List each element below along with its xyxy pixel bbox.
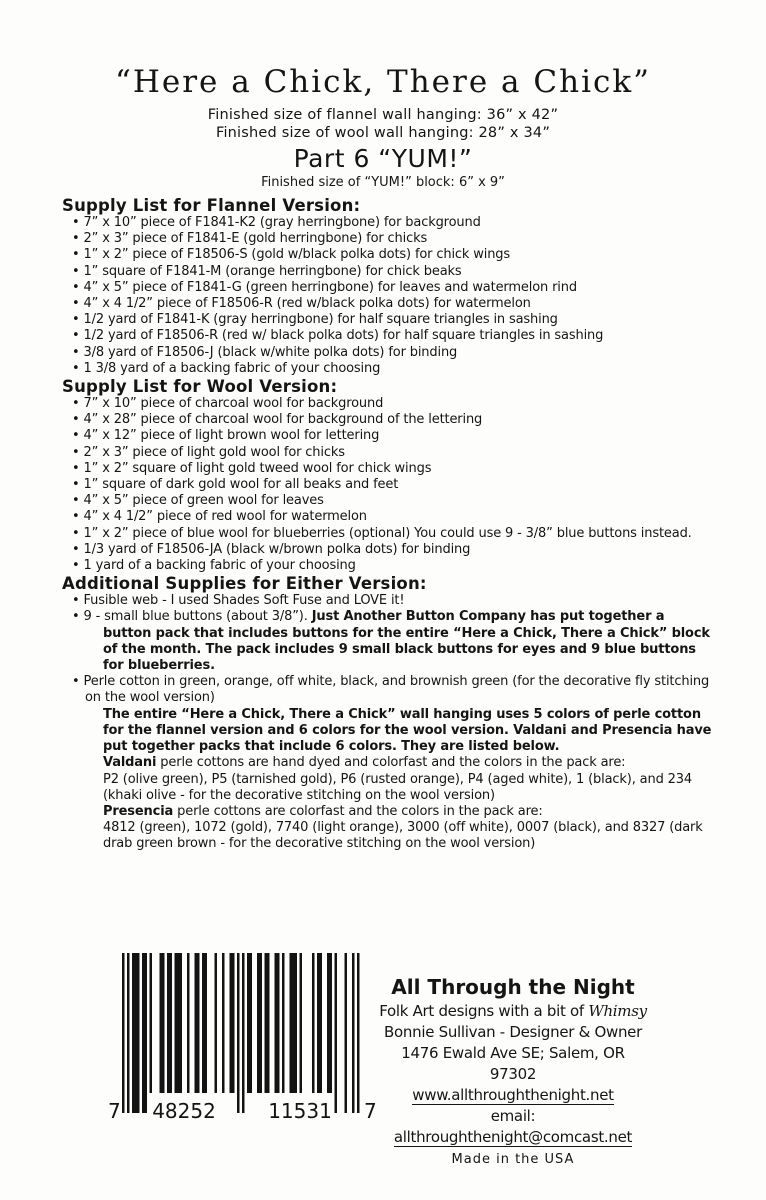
tagline-whimsy: Whimsy <box>588 1002 647 1020</box>
perle-cotton-details <box>103 707 714 853</box>
flannel-supply-list <box>62 215 714 377</box>
barcode-group1: 48252 <box>152 1099 216 1123</box>
page-title: “Here a Chick, There a Chick” <box>115 64 651 100</box>
company-info <box>377 975 649 1170</box>
presencia-colors: 4812 (green), 1072 (gold), 7740 (light orange), 3000 (off white), 0007 (black), and 8327 (dark drab green brown - for the decorative stitching on the wool version) <box>103 820 703 852</box>
supply-item: • 2” x 3” piece of light gold wool for chicks <box>72 445 714 461</box>
valdani-colors: P2 (olive green), P5 (tarnished gold), P6 (rusted orange), P4 (aged white), 1 (black), and 234 (khaki olive - for the decorative stitching on the wool version) <box>103 771 693 803</box>
supply-item: • 1/3 yard of F18506-JA (black w/brown polka dots) for binding <box>72 542 714 558</box>
supply-item: • 4” x 5” piece of green wool for leaves <box>72 493 714 509</box>
supply-item: • 4” x 28” piece of charcoal wool for background of the lettering <box>72 412 714 428</box>
additional-supply-list <box>62 593 714 706</box>
presencia-description: perle cottons are colorfast and the colors in the pack are: <box>173 803 543 819</box>
supply-item: • 1 yard of a backing fabric of your choosing <box>72 558 714 574</box>
flannel-section-heading: Supply List for Flannel Version: <box>62 196 361 215</box>
supply-item: • 1/2 yard of F1841-K (gray herringbone) for half square triangles in sashing <box>72 312 714 328</box>
supply-item: • 1” square of dark gold wool for all beaks and feet <box>72 477 714 493</box>
barcode-left-digit: 7 <box>108 1099 121 1123</box>
barcode-svg <box>106 951 380 1123</box>
supply-item: • 1” x 2” square of light gold tweed wool for chick wings <box>72 461 714 477</box>
supply-item <box>72 609 714 674</box>
supply-item: • 7” x 10” piece of charcoal wool for background <box>72 396 714 412</box>
supply-item: • 7” x 10” piece of F1841-K2 (gray herringbone) for background <box>72 215 714 231</box>
supply-item: • 1” square of F1841-M (orange herringbone) for chick beaks <box>72 264 714 280</box>
supply-item: • 3/8 yard of F18506-J (black w/white polka dots) for binding <box>72 345 714 361</box>
supply-item: • 1” x 2” piece of blue wool for blueberries (optional) You could use 9 - 3/8” blue buttons instead. <box>72 526 714 542</box>
barcode-right-digit: 7 <box>364 1099 377 1123</box>
valdani-line <box>103 755 714 771</box>
company-tagline <box>377 1001 649 1022</box>
company-owner: Bonnie Sullivan - Designer & Owner <box>384 1023 642 1041</box>
wool-finished-size: Finished size of wool wall hanging: 28” x 34” <box>215 125 551 141</box>
buttons-item-normal: 9 - small blue buttons (about 3/8”). <box>83 609 312 625</box>
block-finished-size: Finished size of “YUM!” block: 6” x 9” <box>261 175 505 190</box>
supply-item: • 4” x 4 1/2” piece of red wool for watermelon <box>72 509 714 525</box>
presencia-brand: Presencia <box>103 803 174 819</box>
valdani-brand: Valdani <box>103 755 157 771</box>
company-address: 1476 Ewald Ave SE; Salem, OR 97302 <box>401 1044 625 1083</box>
company-email <box>377 1106 649 1148</box>
supply-item: • 1/2 yard of F18506-R (red w/ black polka dots) for half square triangles in sashing <box>72 328 714 344</box>
supply-item: • 4” x 12” piece of light brown wool for lettering <box>72 428 714 444</box>
email-label: email: <box>490 1107 536 1125</box>
email-address: allthroughthenight@comcast.net <box>393 1128 633 1146</box>
barcode-bars <box>122 953 360 1113</box>
wool-section-heading: Supply List for Wool Version: <box>62 377 338 397</box>
valdani-description: perle cottons are hand dyed and colorfast and the colors in the pack are: <box>156 755 626 771</box>
tagline-text: Folk Art designs with a bit of <box>379 1002 589 1020</box>
supply-item: • 1 3/8 yard of a backing fabric of your choosing <box>72 361 714 377</box>
made-in-usa: Made in the USA <box>451 1152 575 1167</box>
supply-item: • 2” x 3” piece of F1841-E (gold herringbone) for chicks <box>72 231 714 247</box>
supply-item: • 4” x 4 1/2” piece of F18506-R (red w/black polka dots) for watermelon <box>72 296 714 312</box>
upc-barcode <box>106 951 380 1127</box>
perle-pack-note: The entire “Here a Chick, There a Chick” wall hanging uses 5 colors of perle cotton for the flannel version and 6 colors for the wool version. Valdani and Presencia have put together packs that include 6 colors. They are listed below. <box>103 706 712 755</box>
barcode-group2: 11531 <box>268 1099 332 1123</box>
company-website <box>377 1085 649 1106</box>
part-title: Part 6 “YUM!” <box>293 144 473 173</box>
page-header <box>0 64 766 191</box>
flannel-finished-size: Finished size of flannel wall hanging: 36” x 42” <box>207 107 559 123</box>
supply-item: • 1” x 2” piece of F18506-S (gold w/black polka dots) for chick wings <box>72 247 714 263</box>
supply-item: • Fusible web - I used Shades Soft Fuse and LOVE it! <box>72 593 714 609</box>
additional-section-heading: Additional Supplies for Either Version: <box>62 574 427 594</box>
supply-lists <box>62 196 714 853</box>
supply-item: • 4” x 5” piece of F1841-G (green herringbone) for leaves and watermelon rind <box>72 280 714 296</box>
website-url: www.allthroughthenight.net <box>412 1086 614 1104</box>
presencia-line <box>103 804 714 820</box>
wool-supply-list <box>62 396 714 574</box>
buttons-item-bold: Just Another Button Company has put together a button pack that includes buttons for the entire “Here a Chick, There a Chick” block of the month. The pack includes 9 small black buttons for eyes and 9 blue buttons for blueberries. <box>103 609 710 674</box>
supply-item: • Perle cotton in green, orange, off white, black, and brownish green (for the decorative fly stitching on the wool version) <box>72 674 714 706</box>
company-name: All Through the Night <box>391 975 635 999</box>
